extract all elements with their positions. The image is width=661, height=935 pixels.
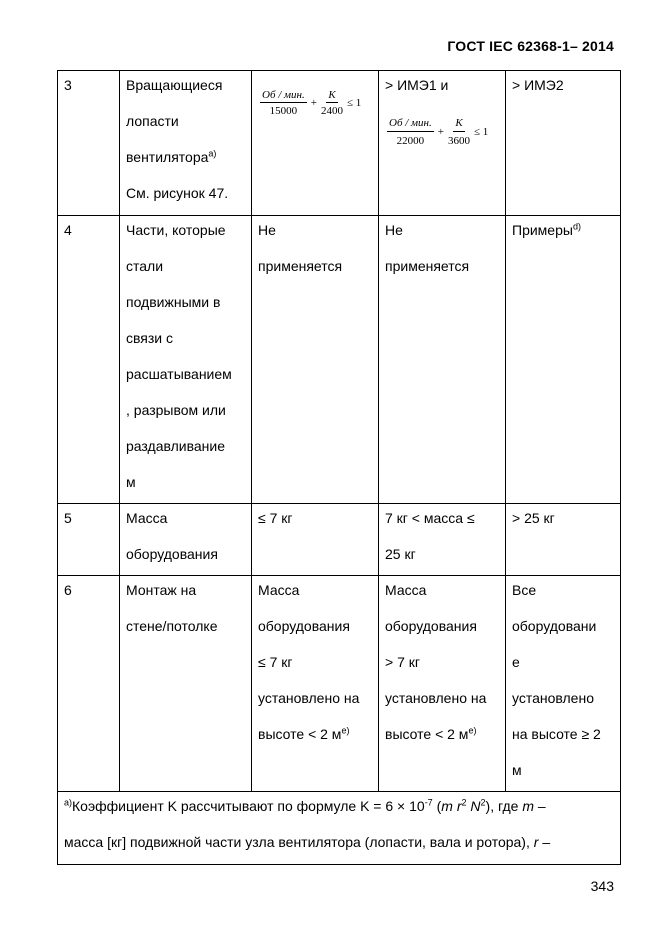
class2-cell: Не применяется bbox=[379, 216, 506, 504]
footnote-ref: a) bbox=[208, 148, 217, 159]
footnote-ref: e) bbox=[341, 725, 350, 736]
footnote-ref: d) bbox=[572, 221, 581, 232]
table-row bbox=[58, 576, 621, 792]
footnote-ref: e) bbox=[468, 725, 477, 736]
class1-cell: Не применяется bbox=[252, 216, 379, 504]
row-number: 3 bbox=[58, 71, 120, 216]
footnote-line: масса [кг] подвижной части узла вентилятора (лопасти, вала и ротора), r – bbox=[64, 834, 551, 850]
speed-formula: $\frac{\text{Об / мин.}}{22000}$ + $\frac{K}{3600}$ ≤ 1 bbox=[389, 117, 489, 147]
energy-source-table bbox=[57, 70, 621, 865]
row-number: 4 bbox=[58, 216, 120, 504]
part-cell: Монтаж на стене/потолке bbox=[120, 576, 252, 792]
class3-cell: Примеры$^{d)}$ bbox=[506, 216, 621, 504]
class2-cell: Масса оборудования > 7 кг установлено на высоте < 2 $м^{e)}$ bbox=[379, 576, 506, 792]
part-cell: Масса оборудования bbox=[120, 504, 252, 576]
footnote-line: $^{a)}$Коэффициент K рассчитывают по формуле $K = 6 \times 10^{-7}$ (m $r^2$ $N^2$), где m – bbox=[64, 797, 546, 814]
class2-cell: > ИМЭ1 и $\frac{\text{Об / мин.}}{22000}$ + $\frac{K}{3600}$ ≤ 1 bbox=[379, 71, 506, 216]
row-number: 6 bbox=[58, 576, 120, 792]
class1-cell: Масса оборудования ≤ 7 кг установлено на высоте < 2 $м^{e)}$ bbox=[252, 576, 379, 792]
class1-cell bbox=[252, 71, 379, 216]
table-row bbox=[58, 71, 621, 216]
table-row bbox=[58, 216, 621, 504]
part-cell: Части, которые стали подвижными в связи с расшатыванием , разрывом или раздавливание м bbox=[120, 216, 252, 504]
part-cell: Вращающиеся лопасти вентилятора$^{a)}$ См. рисунок 47. bbox=[120, 71, 252, 216]
row-number: 5 bbox=[58, 504, 120, 576]
footnote-cell bbox=[58, 792, 621, 865]
table-row bbox=[58, 504, 621, 576]
document-header: ГОСТ IEC 62368-1– 2014 bbox=[447, 38, 614, 54]
class3-cell: > ИМЭ2 bbox=[506, 71, 621, 216]
page-number: 343 bbox=[590, 878, 614, 894]
class3-cell: Все оборудовани е установлено на высоте ≥ 2 м bbox=[506, 576, 621, 792]
class2-cell: 7 кг < масса ≤ 25 кг bbox=[379, 504, 506, 576]
class1-cell: ≤ 7 кг bbox=[252, 504, 379, 576]
class3-cell: > 25 кг bbox=[506, 504, 621, 576]
speed-formula: $\frac{\text{Об / мин.}}{15000}$ + $\frac{K}{2400}$ ≤ 1 bbox=[262, 89, 362, 117]
footnote-row bbox=[58, 792, 621, 865]
